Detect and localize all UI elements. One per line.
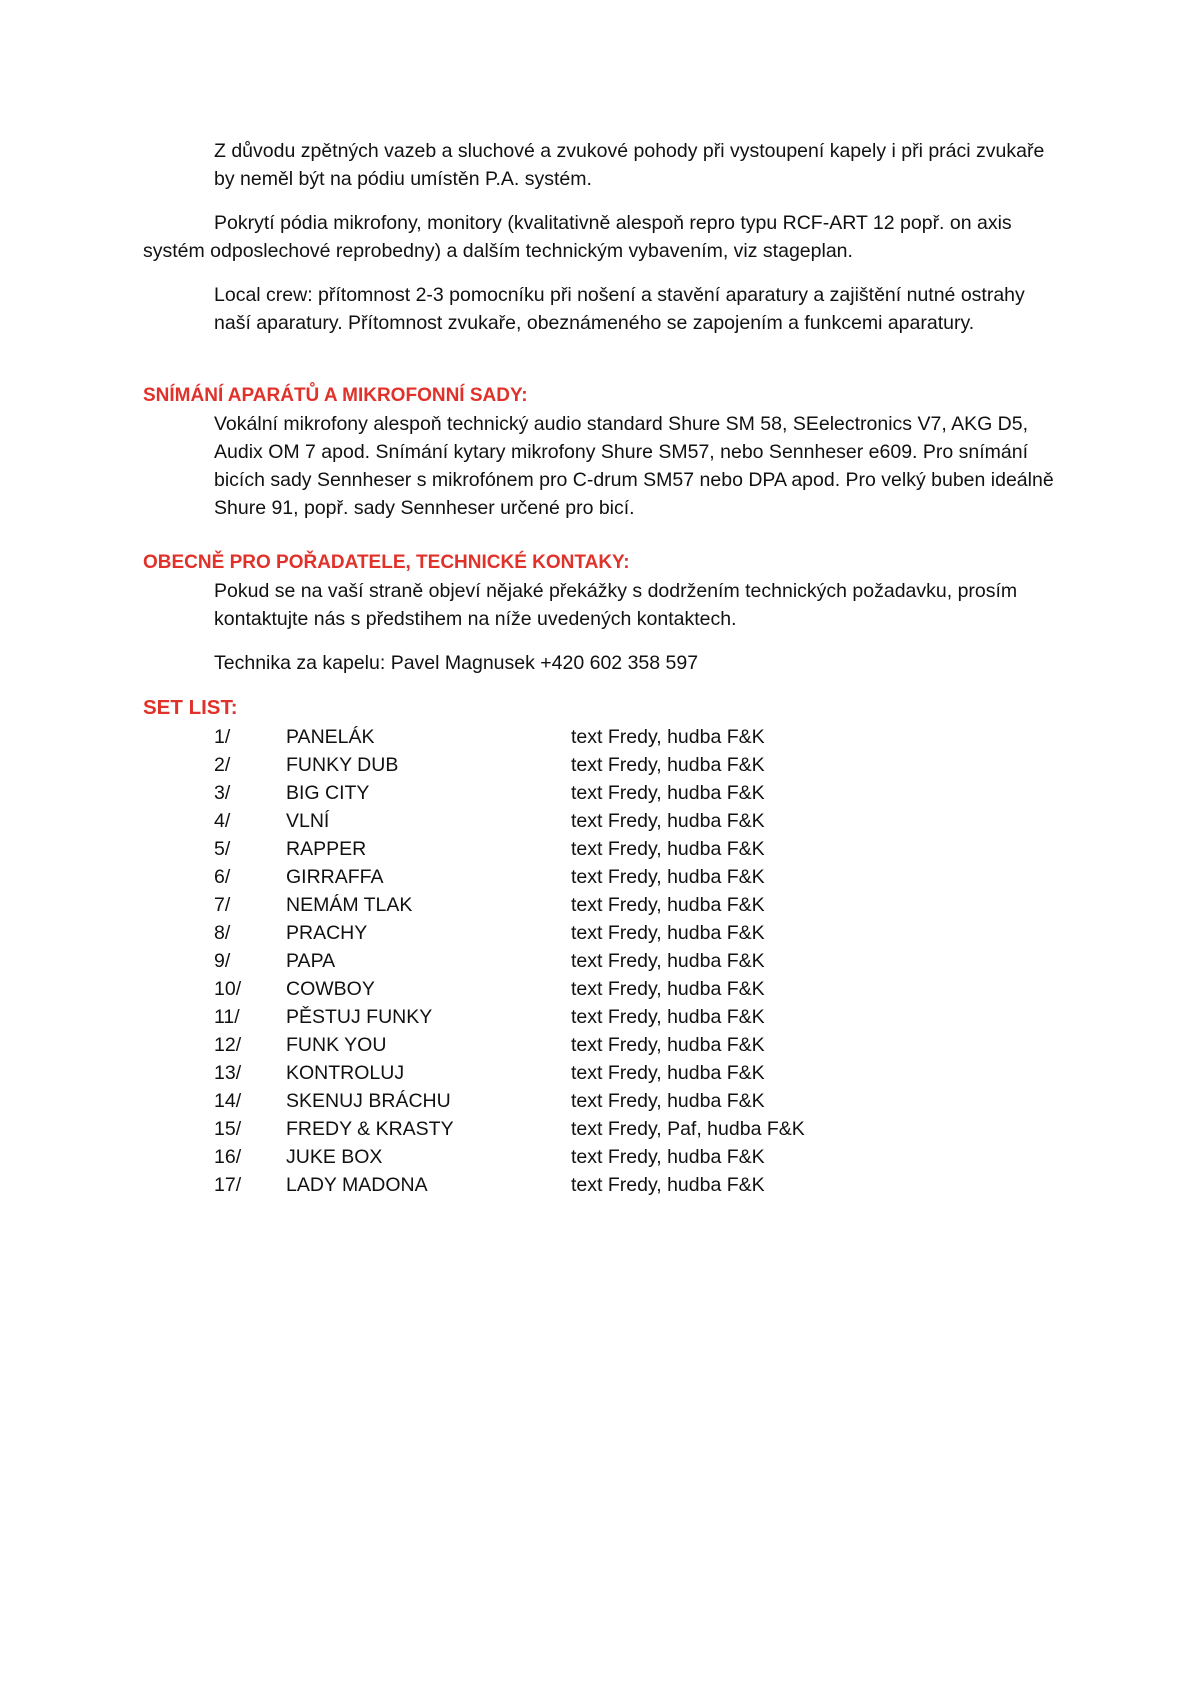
setlist-row [214,1059,914,1087]
setlist-row [214,1003,914,1031]
setlist-song-title: KONTROLUJ [286,1062,405,1084]
paragraph-organizers: Pokud se na vaší straně objeví nějaké překážky s dodržením technických požadavku, prosím kontaktujte nás s předstihem na níže uvedených kontaktech. [214,580,1018,630]
setlist-number: 4/ [214,810,231,832]
setlist-credit: text Fredy, hudba F&K [571,978,765,1000]
setlist-song-title: PANELÁK [286,726,375,748]
setlist-row [214,863,914,891]
setlist-table [214,723,914,1199]
heading-organizers: OBECNĚ PRO POŘADATELE, TECHNICKÉ KONTAKY: [143,552,630,573]
setlist-song-title: PAPA [286,950,336,972]
setlist-number: 12/ [214,1034,242,1056]
setlist-number: 9/ [214,950,231,972]
paragraph-local-crew: Local crew: přítomnost 2-3 pomocníku při nošení a stavění aparatury a zajištění nutné ostrahy naší aparatury. Přítomnost zvukaře, obeznámeného se zapojením a funkcemi aparatury. [214,284,1025,334]
paragraph-miking: Vokální mikrofony alespoň technický audio standard Shure SM 58, SEelectronics V7, AKG D5, Audix OM 7 apod. Snímání kytary mikrofony Shure SM57, nebo Sennheser e609. Pro snímání bicích sady Sennheser s mikrofónem pro C-drum SM57 nebo DPA apod. Pro velký buben ideálně Shure 91, popř. sady Sennheser určené pro bicí. [214,413,1054,519]
heading-miking: SNÍMÁNÍ APARÁTŮ A MIKROFONNÍ SADY: [143,385,528,406]
setlist-row [214,751,914,779]
setlist-song-title: VLNÍ [286,810,330,832]
setlist-credit: text Fredy, hudba F&K [571,838,765,860]
setlist-credit: text Fredy, hudba F&K [571,1034,765,1056]
setlist-number: 11/ [214,1006,240,1028]
setlist-credit: text Fredy, hudba F&K [571,1090,765,1112]
setlist-credit: text Fredy, hudba F&K [571,782,765,804]
setlist-row [214,835,914,863]
contact-line: Technika za kapelu: Pavel Magnusek +420 602 358 597 [214,652,699,674]
setlist-credit: text Fredy, hudba F&K [571,810,765,832]
setlist-number: 13/ [214,1062,242,1084]
setlist-credit: text Fredy, hudba F&K [571,1174,765,1196]
setlist-song-title: SKENUJ BRÁCHU [286,1090,451,1112]
setlist-number: 8/ [214,922,231,944]
setlist-credit: text Fredy, Paf, hudba F&K [571,1118,805,1140]
setlist-number: 5/ [214,838,231,860]
setlist-credit: text Fredy, hudba F&K [571,950,765,972]
setlist-song-title: FREDY & KRASTY [286,1118,454,1140]
setlist-number: 2/ [214,754,231,776]
setlist-number: 3/ [214,782,231,804]
setlist-number: 10/ [214,978,242,1000]
setlist-row [214,1171,914,1199]
setlist-song-title: GIRRAFFA [286,866,384,888]
setlist-credit: text Fredy, hudba F&K [571,894,765,916]
setlist-song-title: NEMÁM TLAK [286,894,413,916]
setlist-song-title: COWBOY [286,978,375,1000]
setlist-credit: text Fredy, hudba F&K [571,754,765,776]
setlist-credit: text Fredy, hudba F&K [571,922,765,944]
setlist-row [214,1143,914,1171]
setlist-credit: text Fredy, hudba F&K [571,726,765,748]
setlist-number: 17/ [214,1174,242,1196]
setlist-song-title: FUNK YOU [286,1034,387,1056]
setlist-number: 1/ [214,726,231,748]
setlist-row [214,891,914,919]
setlist-number: 14/ [214,1090,242,1112]
setlist-song-title: JUKE BOX [286,1146,383,1168]
setlist-song-title: LADY MADONA [286,1174,428,1196]
setlist-song-title: BIG CITY [286,782,370,804]
setlist-number: 15/ [214,1118,242,1140]
setlist-row [214,1115,914,1143]
setlist-number: 6/ [214,866,231,888]
setlist-row [214,919,914,947]
setlist-number: 7/ [214,894,231,916]
setlist-song-title: PĚSTUJ FUNKY [286,1006,433,1028]
setlist-credit: text Fredy, hudba F&K [571,1006,765,1028]
setlist-row [214,975,914,1003]
setlist-credit: text Fredy, hudba F&K [571,1062,765,1084]
setlist-row [214,779,914,807]
setlist-song-title: FUNKY DUB [286,754,399,776]
setlist-row [214,1031,914,1059]
setlist-row [214,1087,914,1115]
setlist-credit: text Fredy, hudba F&K [571,1146,765,1168]
setlist-number: 16/ [214,1146,242,1168]
paragraph-stage-coverage: Pokrytí pódia mikrofony, monitory (kvalitativně alespoň repro typu RCF-ART 12 popř. on axis systém odposlechové reprobedny) a dalším technickým vybavením, viz stageplan. [143,212,1012,262]
setlist-row [214,807,914,835]
setlist-credit: text Fredy, hudba F&K [571,866,765,888]
setlist-row [214,723,914,751]
setlist-row [214,947,914,975]
setlist-song-title: RAPPER [286,838,367,860]
setlist-song-title: PRACHY [286,922,368,944]
paragraph-pa-system: Z důvodu zpětných vazeb a sluchové a zvukové pohody při vystoupení kapely i při práci zvukaře by neměl být na pódiu umístěn P.A. systém. [214,140,1045,190]
heading-setlist: SET LIST: [143,696,238,719]
